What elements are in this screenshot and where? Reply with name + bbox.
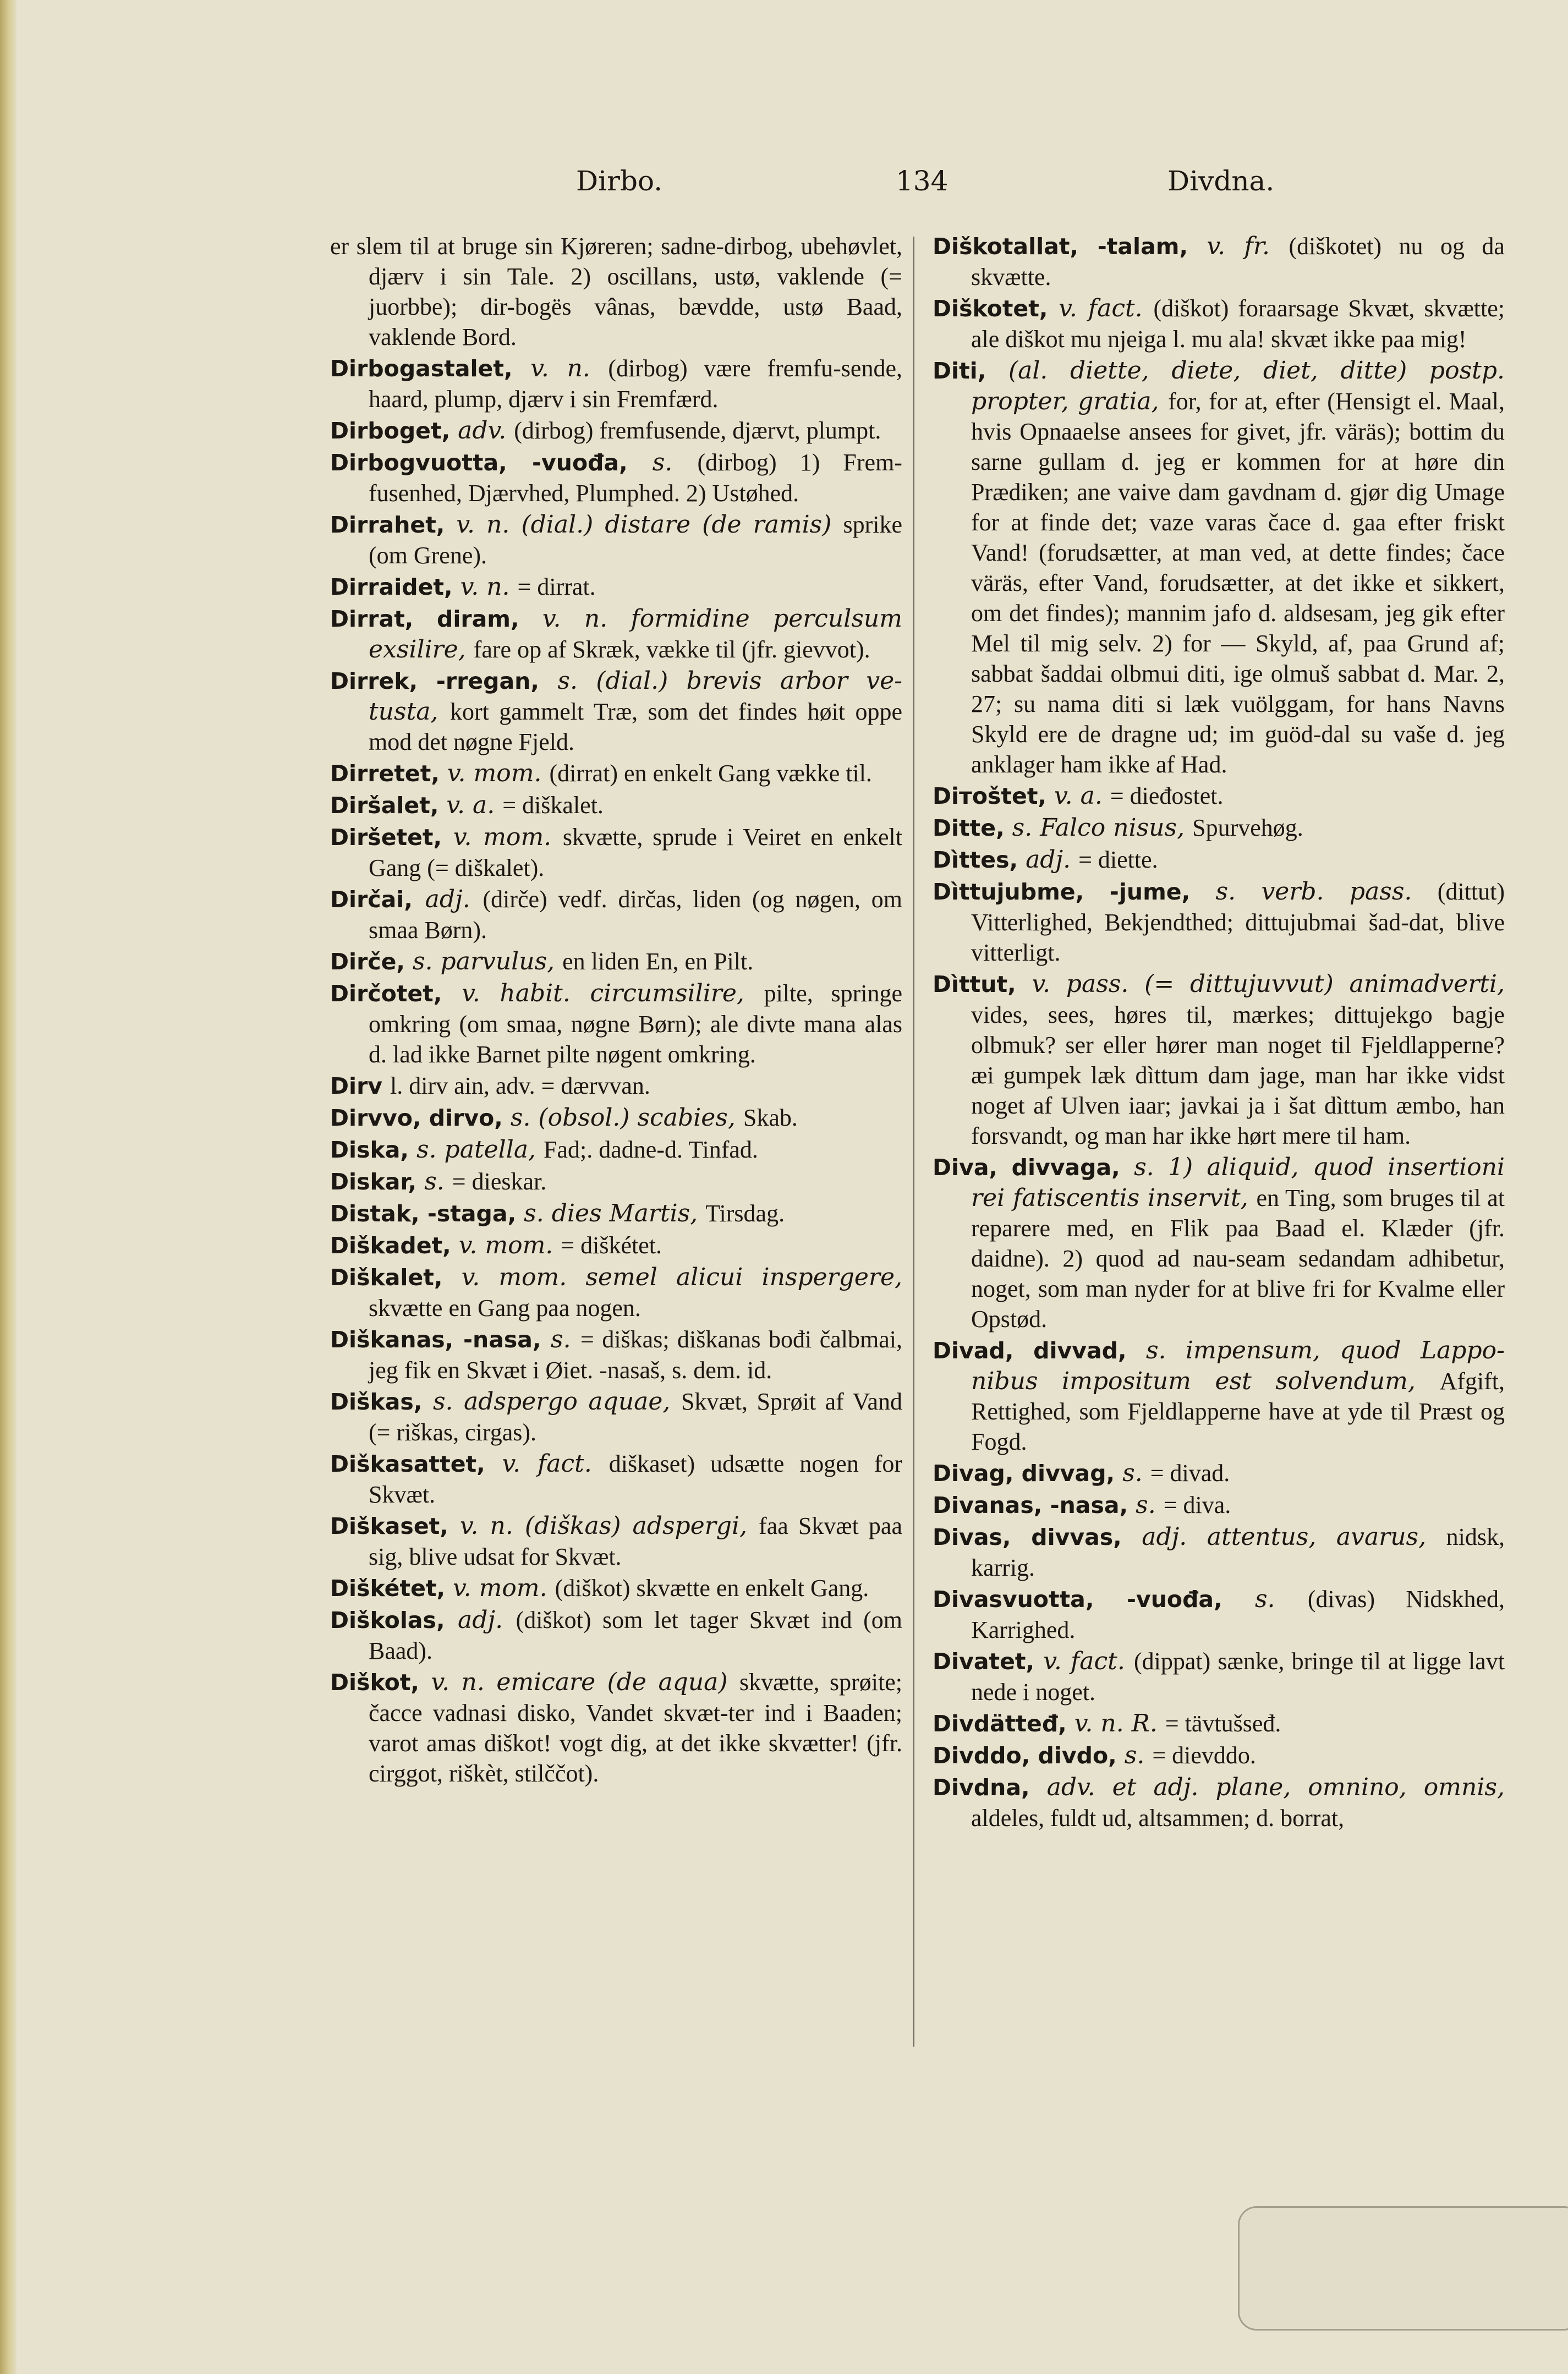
grammar-note: adv. et adj. plane, omnino, omnis, — [1046, 1773, 1505, 1801]
grammar-note: v. mom. — [453, 823, 552, 851]
dictionary-entry — [330, 758, 902, 789]
dictionary-entry — [330, 1230, 902, 1261]
dictionary-entry — [330, 231, 902, 352]
dictionary-entry — [933, 1458, 1505, 1489]
definition-text: (dirbog) være fremfu-sende, haard, plump, djærv i sin Fremfærd. — [369, 355, 902, 413]
grammar-note: v. a. — [446, 791, 495, 819]
page-header — [0, 165, 1568, 209]
grammar-note: s. — [1124, 1741, 1145, 1769]
grammar-note: s. dies Martis, — [524, 1199, 698, 1227]
definition-text: = diškalet. — [502, 792, 604, 819]
headword: Dirrat, diram, — [330, 606, 519, 632]
headword: Dirraidet, — [330, 574, 453, 600]
grammar-note: v. mom. — [458, 1231, 553, 1259]
definition-text: = diškétet. — [561, 1232, 662, 1259]
headword: Divatet, — [933, 1648, 1035, 1675]
grammar-note: s. — [424, 1167, 445, 1196]
definition-text: (dippat) sænke, bringe til at ligge lavt nede i noget. — [971, 1648, 1505, 1706]
headword: Dirče, — [330, 948, 405, 975]
dictionary-entry — [933, 231, 1505, 292]
dictionary-entry — [933, 781, 1505, 812]
grammar-note: v. a. — [1054, 782, 1103, 810]
definition-text: sprike (om Grene). — [369, 511, 902, 569]
headword: Diškaset, — [330, 1513, 448, 1539]
grammar-note: v. mom. semel alicui inspergere, — [461, 1263, 902, 1291]
definition-text: = diškas; diškanas bođi čalbmai, jeg fik en Skvæt i Øiet. -nasaš, s. dem. id. — [369, 1326, 902, 1384]
dictionary-entry — [933, 1740, 1505, 1771]
headword: Diti, — [933, 358, 986, 384]
definition-text: (divas) Nidskhed, Karrighed. — [971, 1586, 1505, 1643]
headword: Dìttujubme, -jume, — [933, 879, 1191, 905]
dictionary-entry — [933, 1646, 1505, 1707]
grammar-note: s. parvulus, — [413, 947, 555, 975]
headword: Dітоštet, — [933, 783, 1047, 809]
headword: Diškétet, — [330, 1575, 446, 1602]
dictionary-entry — [933, 845, 1505, 875]
definition-text: vides, sees, høres til, mærkes; dittujekgo bagje olbmuk? ser eller hører man noget til Fjeldlapperne? æi gumpek læk dìttum dam jage, man har ikke vidst noget af Ulven iaar; javkai ja i šat dìttum æmbo, han forsvandt, og man har ikke hørt mere til ham. — [971, 1001, 1505, 1149]
definition-text: for, for at, efter (Hensigt el. Maal, hvis Opnaaelse ansees for givet, jfr. väräs); bottim du sarne gullam d. jeg er kommen for at høre din Prædiken; ane vaive dam gavdnam d. gjør dig Umage for at finde det; vaze varas čace d. gaa efter friskt Vand! (forudsætter, at man ved, at dette findes; čace väräs, efter Vand, forudsætter, at det ikke et sikkert, om det findes); mannim jafo d. aldsesam, jeg gik efter Mel til mig selv. 2) for — Skyld, af, paa Grund af; sabbat šaddai olbmui diti, ige olmuš sabbat d. Mar. 2, 27; su nama diti si læk vuölggam, for hans Navns Skyld ere de dragne ud; im guöd-dal su vaše d. jeg anklager ham ikke af Had. — [971, 388, 1505, 778]
definition-text: (diškot) foraarsage Skvæt, skvætte; ale diškot mu njeiga l. mu ala! skvæt ikke paa mig! — [971, 295, 1505, 353]
definition-text: (dirrat) en enkelt Gang vække til. — [549, 760, 872, 787]
grammar-note: s. — [1254, 1585, 1275, 1613]
headword: Ditte, — [933, 815, 1005, 841]
headword: Diva, divvaga, — [933, 1154, 1120, 1181]
grammar-note: v. n. emicare (de aqua) — [431, 1668, 728, 1696]
definition-text: kort gammelt Træ, som det findes høit oppe mod det nøgne Fjeld. — [369, 698, 902, 755]
headword: Divas, divvas, — [933, 1524, 1122, 1550]
definition-text: = dievddo. — [1152, 1742, 1256, 1769]
headword: Dirv — [330, 1073, 383, 1099]
definition-text: (dirče) vedf. dirčas, liden (og nøgen, om smaa Børn). — [369, 886, 902, 944]
definition-text: fare op af Skræk, vække til (jfr. gievvot). — [473, 636, 870, 663]
definition-text: (diškotet) nu og da skvætte. — [971, 233, 1505, 290]
definition-text: Afgift, Rettighed, som Fjeldlapperne have at yde til Præst og Fogd. — [971, 1368, 1505, 1455]
grammar-note: v. n. — [530, 354, 590, 382]
dictionary-entry — [330, 604, 902, 665]
definition-text: er slem til at bruge sin Kjøreren; sadne-dirbog, ubehøvlet, djærv i sin Tale. 2) oscillans, ustø, vaklende (= juorbbe); dir-bogës vânas, bævdde, ustø Baad, vaklende Bord. — [330, 233, 902, 350]
dictionary-entry — [330, 1103, 902, 1133]
headword: Divdätteđ, — [933, 1710, 1067, 1737]
dictionary-entry — [330, 1605, 902, 1666]
headword: Dìttes, — [933, 847, 1018, 873]
grammar-note: adj. — [458, 1606, 503, 1634]
dictionary-entry — [330, 1449, 902, 1510]
dictionary-entry — [330, 946, 902, 977]
definition-text: (dirbog) 1) Frem-fusenhed, Djærvhed, Plumphed. 2) Ustøhed. — [369, 449, 902, 507]
grammar-note: v. n. (dial.) distare (de ramis) — [456, 511, 832, 539]
dictionary-entry — [933, 813, 1505, 843]
headword: Diškadet, — [330, 1232, 451, 1259]
grammar-note: adj. — [425, 885, 470, 913]
definition-text: aldeles, fuldt ud, altsammen; d. borrat, — [971, 1805, 1345, 1832]
grammar-note: v. fr. — [1207, 232, 1270, 260]
grammar-note: s. verb. pass. — [1215, 878, 1412, 906]
headword: Diškalet, — [330, 1264, 443, 1291]
dictionary-entry — [330, 1262, 902, 1323]
grammar-note: (al. diette, diete, diet, ditte) postp. propter, gratia, — [971, 357, 1505, 415]
dictionary-entry — [933, 876, 1505, 968]
definition-text: skvætte, sprøite; čacce vadnasi disko, Vandet skvæt-ter ind i Baaden; varot amas diškot! vogt dig, at det ikke skvætter! (jfr. cirggot, riškèt, stilččot). — [369, 1669, 902, 1787]
headword: Distak, -staga, — [330, 1200, 517, 1227]
dictionary-entry — [933, 1708, 1505, 1739]
dictionary-entry — [933, 355, 1505, 780]
definition-text: Spurvehøg. — [1192, 814, 1303, 841]
left-column — [330, 231, 902, 1790]
grammar-note: v. n. formidine perculsum exsilire, — [369, 605, 902, 664]
definition-text: en liden En, en Pilt. — [562, 948, 754, 975]
grammar-note: s. — [1122, 1459, 1143, 1487]
headword: Diškotallat, -talam, — [933, 233, 1188, 260]
dictionary-entry — [330, 1324, 902, 1385]
page-number: 134 — [896, 165, 949, 197]
headword: Dirrek, -rregan, — [330, 668, 539, 694]
headword: Diškas, — [330, 1389, 423, 1415]
grammar-note: v. n. (diškas) adspergi, — [459, 1512, 747, 1540]
column-divider — [913, 237, 914, 2047]
dictionary-entry — [933, 1772, 1505, 1833]
grammar-note: s. Falco nisus, — [1012, 814, 1185, 842]
definition-text: faa Skvæt paa sig, blive udsat for Skvæt. — [369, 1512, 902, 1570]
grammar-note: s. patella, — [416, 1136, 536, 1164]
definition-text: (dirbog) fremfusende, djærvt, plumpt. — [514, 417, 881, 444]
dictionary-entry — [330, 447, 902, 508]
right-guide-word: Divdna. — [1167, 165, 1275, 197]
dictionary-entry — [330, 1573, 902, 1604]
library-label-box — [1238, 2206, 1568, 2331]
headword: Diškanas, -nasa, — [330, 1326, 541, 1353]
dictionary-entry — [330, 822, 902, 883]
dictionary-entry — [330, 884, 902, 945]
dictionary-entry — [330, 1071, 902, 1101]
dictionary-entry — [330, 1667, 902, 1789]
definition-text: en Ting, som bruges til at reparere med, en Flik paa Baad el. Klæder (jfr. daidne). 2) quod ad nau-seam sedandam adhibetur, noget, som man nyder for at blive fri for Kvalme eller Opstød. — [971, 1185, 1505, 1333]
dictionary-entry — [933, 293, 1505, 354]
grammar-note: s. impensum, quod Lappo-nibus impositum est solvendum, — [971, 1336, 1505, 1395]
headword: Dirretet, — [330, 760, 440, 787]
definition-text: l. dirv ain, adv. = dærvvan. — [390, 1072, 650, 1099]
headword: Divdna, — [933, 1774, 1030, 1801]
headword: Diškasattet, — [330, 1451, 485, 1477]
left-guide-word: Dirbo. — [576, 165, 663, 197]
grammar-note: v. fact. — [1059, 294, 1143, 322]
headword: Diškot, — [330, 1669, 419, 1696]
headword: Dirbogvuotta, -vuođa, — [330, 449, 628, 476]
dictionary-entry — [330, 509, 902, 571]
grammar-note: v. pass. (= dittujuvvut) animadverti, — [1032, 970, 1505, 998]
dictionary-entry — [330, 1134, 902, 1165]
definition-text: Skvæt, Sprøit af Vand (= riškas, cirgas). — [369, 1388, 902, 1446]
headword: Dirvvo, dirvo, — [330, 1105, 503, 1131]
headword: Diršalet, — [330, 792, 439, 819]
headword: Divad, divvad, — [933, 1337, 1127, 1364]
definition-text: = diette. — [1078, 846, 1158, 873]
grammar-note: v. n. — [460, 573, 510, 601]
grammar-note: s. (obsol.) scabies, — [510, 1104, 736, 1132]
headword: Diškotet, — [933, 295, 1048, 322]
right-column — [933, 231, 1505, 1834]
definition-text: skvætte, sprude i Veiret en enkelt Gang (= diškalet). — [369, 824, 902, 881]
headword: Dirbogastalet, — [330, 355, 513, 382]
grammar-note: adv. — [458, 416, 507, 445]
headword: Dirčotet, — [330, 980, 442, 1007]
headword: Dìttut, — [933, 971, 1016, 997]
dictionary-entry — [933, 1152, 1505, 1334]
headword: Divddo, divdo, — [933, 1742, 1117, 1769]
headword: Divag, divvag, — [933, 1460, 1115, 1487]
grammar-note: s. (dial.) brevis arbor ve-tusta, — [369, 667, 902, 726]
headword: Dirčai, — [330, 886, 413, 913]
grammar-note: v. fact. — [1043, 1647, 1125, 1675]
grammar-note: adj. attentus, avarus, — [1142, 1523, 1427, 1551]
grammar-note: s. adspergo aquae, — [432, 1388, 671, 1416]
dictionary-entry — [933, 1522, 1505, 1583]
grammar-note: v. mom. — [453, 1574, 547, 1602]
definition-text: Skab. — [743, 1104, 798, 1131]
grammar-note: s. 1) aliquid, quod insertioni rei fatiscentis inservit, — [971, 1153, 1505, 1212]
headword: Diska, — [330, 1137, 409, 1163]
headword: Diskar, — [330, 1169, 417, 1195]
headword: Dirrahet, — [330, 512, 445, 538]
dictionary-entry — [330, 666, 902, 757]
definition-text: (diškot) skvætte en enkelt Gang. — [555, 1575, 869, 1602]
grammar-note: s. — [652, 448, 673, 476]
grammar-note: s. — [1136, 1491, 1156, 1519]
grammar-note: v. fact. — [502, 1450, 592, 1478]
definition-text: pilte, springe omkring (om smaa, nøgne Børn); ale divte mana alas d. lad ikke Barnet pilte nøgent omkring. — [369, 980, 902, 1068]
headword: Divasvuotta, -vuođa, — [933, 1586, 1222, 1613]
dictionary-entry — [330, 790, 902, 821]
definition-text: = divad. — [1150, 1460, 1230, 1487]
definition-text: Fad;. dadne-d. Tinfad. — [544, 1136, 758, 1163]
dictionary-entry — [933, 1584, 1505, 1645]
grammar-note: v. habit. circumsilire, — [462, 979, 744, 1007]
headword: Divanas, -nasa, — [933, 1492, 1128, 1518]
book-spine-edge — [0, 0, 17, 2374]
definition-text: skvætte en Gang paa nogen. — [369, 1295, 641, 1322]
headword: Dirboget, — [330, 418, 451, 444]
definition-text: = tävtušseđ. — [1165, 1710, 1281, 1737]
dictionary-entry — [330, 978, 902, 1070]
definition-text: = dieskar. — [452, 1168, 547, 1195]
grammar-note: v. mom. — [447, 759, 542, 787]
dictionary-entry — [330, 415, 902, 446]
definition-text: (dittut) Vitterlighed, Bekjendthed; dittujubmai šad-dat, blive vitterligt. — [971, 878, 1505, 966]
headword: Diškolas, — [330, 1607, 445, 1633]
grammar-note: s. — [551, 1325, 571, 1353]
dictionary-entry — [933, 969, 1505, 1151]
grammar-note: v. n. R. — [1074, 1709, 1158, 1737]
headword: Diršetet, — [330, 824, 442, 851]
definition-text: = dirrat. — [517, 573, 596, 600]
dictionary-entry — [330, 1511, 902, 1572]
dictionary-entry — [330, 353, 902, 414]
dictionary-entry — [330, 572, 902, 602]
dictionary-entry — [330, 1198, 902, 1229]
dictionary-entry — [933, 1490, 1505, 1521]
dictionary-entry — [330, 1386, 902, 1448]
definition-text: Tirsdag. — [705, 1200, 785, 1227]
dictionary-entry — [330, 1166, 902, 1197]
definition-text: diškaset) udsætte nogen for Skvæt. — [369, 1450, 902, 1508]
definition-text: = dieđostet. — [1110, 782, 1224, 809]
definition-text: nidsk, karrig. — [971, 1523, 1505, 1581]
grammar-note: adj. — [1026, 846, 1071, 874]
dictionary-entry — [933, 1335, 1505, 1457]
definition-text: = diva. — [1163, 1492, 1231, 1518]
definition-text: (diškot) som let tager Skvæt ind (om Baad). — [369, 1607, 902, 1664]
